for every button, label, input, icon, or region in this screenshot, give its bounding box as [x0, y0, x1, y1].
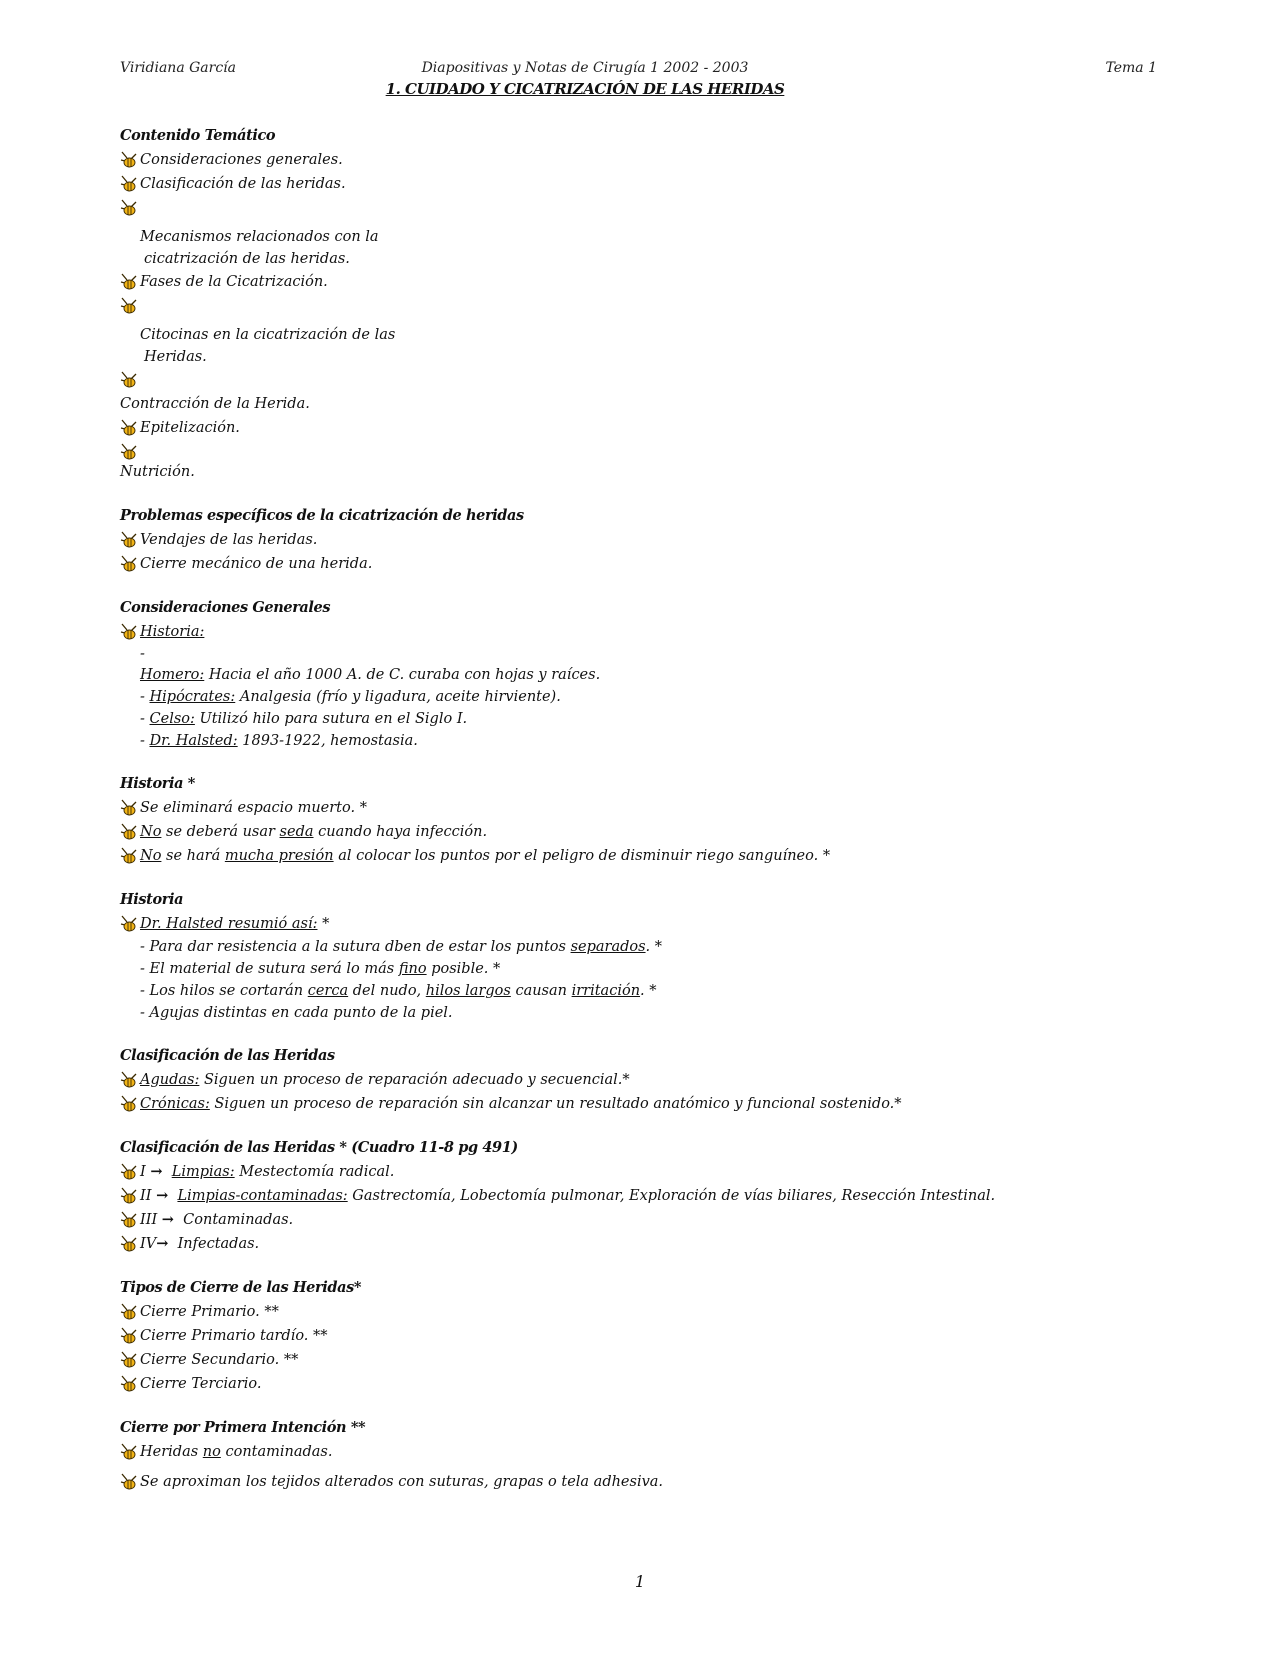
- list-item: III → Contaminadas.: [120, 1208, 1160, 1232]
- bee-bullet-icon: [120, 555, 138, 573]
- bee-bullet-icon: [120, 1351, 138, 1369]
- page-number: 1: [634, 1572, 646, 1591]
- list-item: No se deberá usar seda cuando haya infección.: [120, 820, 1160, 844]
- right-arrow-icon: →: [156, 1187, 169, 1204]
- history-line: - Hipócrates: Analgesia (frío y ligadura, aceite hirviente).: [140, 689, 561, 705]
- sub-line: - El material de sutura será lo más fino posible. *: [140, 961, 501, 977]
- right-arrow-icon: →: [150, 1163, 163, 1180]
- list-item: Dr. Halsted resumió así: *: [120, 912, 1160, 936]
- bee-bullet-icon: [120, 799, 138, 817]
- bee-bullet-icon: [120, 151, 138, 169]
- bee-bullet-icon: [120, 419, 138, 437]
- list-item-text: Citocinas en la cicatrización de las: [140, 327, 396, 343]
- bee-bullet-icon: [120, 1071, 138, 1089]
- section-heading: Clasificación de las Heridas: [120, 1047, 335, 1064]
- history-line: - Celso: Utilizó hilo para sutura en el Siglo I.: [140, 711, 468, 727]
- list-item: Epitelización.: [120, 416, 1160, 440]
- list-item: [120, 368, 1160, 392]
- list-item-text: Nutrición.: [120, 464, 195, 480]
- list-item-text: cicatrización de las heridas.: [144, 251, 350, 267]
- bee-bullet-icon: [120, 443, 138, 461]
- bee-bullet-icon: [120, 1375, 138, 1393]
- bee-bullet-icon: [120, 371, 138, 389]
- section-heading: Problemas específicos de la cicatrización de heridas: [120, 507, 524, 524]
- bee-bullet-icon: [120, 623, 138, 641]
- bee-bullet-icon: [120, 1235, 138, 1253]
- bee-bullet-icon: [120, 915, 138, 933]
- section-heading: Consideraciones Generales: [120, 599, 331, 616]
- section-heading: Historia: [120, 891, 184, 908]
- bee-bullet-icon: [120, 1303, 138, 1321]
- list-item: No se hará mucha presión al colocar los puntos por el peligro de disminuir riego sanguíneo. *: [120, 844, 1160, 868]
- list-item: [120, 294, 1160, 324]
- header-course: Diapositivas y Notas de Cirugía 1 2002 - 2003: [421, 60, 749, 76]
- section-heading: Clasificación de las Heridas * (Cuadro 11-8 pg 491): [120, 1139, 518, 1156]
- section-heading: Contenido Temático: [120, 127, 276, 144]
- list-item: [120, 440, 1160, 460]
- list-item: Clasificación de las heridas.: [120, 172, 1160, 196]
- dash-line: -: [140, 646, 145, 662]
- list-item: Cierre Secundario. **: [120, 1348, 1160, 1372]
- bee-bullet-icon: [120, 1187, 138, 1205]
- header-topic: Tema 1: [1105, 60, 1157, 76]
- bee-bullet-icon: [120, 847, 138, 865]
- bee-bullet-icon: [120, 1327, 138, 1345]
- list-item: Fases de la Cicatrización.: [120, 270, 1160, 294]
- list-item: Vendajes de las heridas.: [120, 528, 1160, 552]
- history-line: - Dr. Halsted: 1893-1922, hemostasia.: [140, 733, 418, 749]
- list-item: Cierre Primario tardío. **: [120, 1324, 1160, 1348]
- document-body: [120, 124, 1160, 1494]
- bee-bullet-icon: [120, 531, 138, 549]
- bee-bullet-icon: [120, 1473, 138, 1491]
- list-item: Historia:: [120, 620, 1160, 644]
- bee-bullet-icon: [120, 823, 138, 841]
- list-item: Crónicas: Siguen un proceso de reparación sin alcanzar un resultado anatómico y funcional sostenido.*: [120, 1092, 1160, 1116]
- bee-bullet-icon: [120, 273, 138, 291]
- sub-line: - Los hilos se cortarán cerca del nudo, hilos largos causan irritación. *: [140, 983, 657, 999]
- list-item: Consideraciones generales.: [120, 148, 1160, 172]
- list-item: I → Limpias: Mestectomía radical.: [120, 1160, 1160, 1184]
- section-heading: Cierre por Primera Intención **: [120, 1419, 366, 1436]
- section-heading: Tipos de Cierre de las Heridas*: [120, 1279, 362, 1296]
- bee-bullet-icon: [120, 1443, 138, 1461]
- list-item: [120, 196, 1160, 226]
- list-item-text: Heridas.: [144, 349, 207, 365]
- list-item-text: Mecanismos relacionados con la: [140, 229, 379, 245]
- document-title: 1. CUIDADO Y CICATRIZACIÓN DE LAS HERIDAS: [385, 80, 785, 98]
- list-item: Cierre Terciario.: [120, 1372, 1160, 1396]
- bee-bullet-icon: [120, 297, 138, 315]
- list-item: Heridas no contaminadas.: [120, 1440, 1160, 1464]
- list-item: II → Limpias-contaminadas: Gastrectomía, Lobectomía pulmonar, Exploración de vías biliares, Resección Intestinal.: [120, 1184, 1160, 1208]
- list-item: Agudas: Siguen un proceso de reparación adecuado y secuencial.*: [120, 1068, 1160, 1092]
- sub-line: - Agujas distintas en cada punto de la piel.: [140, 1005, 453, 1021]
- bee-bullet-icon: [120, 1211, 138, 1229]
- list-item: IV→ Infectadas.: [120, 1232, 1160, 1256]
- sub-line: - Para dar resistencia a la sutura dben de estar los puntos separados. *: [140, 939, 663, 955]
- bee-bullet-icon: [120, 175, 138, 193]
- section-heading: Historia *: [120, 775, 195, 792]
- list-item: Se eliminará espacio muerto. *: [120, 796, 1160, 820]
- bee-bullet-icon: [120, 1163, 138, 1181]
- bee-bullet-icon: [120, 1095, 138, 1113]
- list-item: Se aproximan los tejidos alterados con suturas, grapas o tela adhesiva.: [120, 1470, 1160, 1494]
- right-arrow-icon: →: [161, 1211, 174, 1228]
- header-author: Viridiana García: [120, 60, 236, 76]
- list-item: Cierre Primario. **: [120, 1300, 1160, 1324]
- history-line: Homero: Hacia el año 1000 A. de C. curaba con hojas y raíces.: [140, 667, 601, 683]
- list-item-text: Contracción de la Herida.: [120, 396, 310, 412]
- bee-bullet-icon: [120, 199, 138, 217]
- right-arrow-icon: →: [156, 1235, 169, 1252]
- list-item: Cierre mecánico de una herida.: [120, 552, 1160, 576]
